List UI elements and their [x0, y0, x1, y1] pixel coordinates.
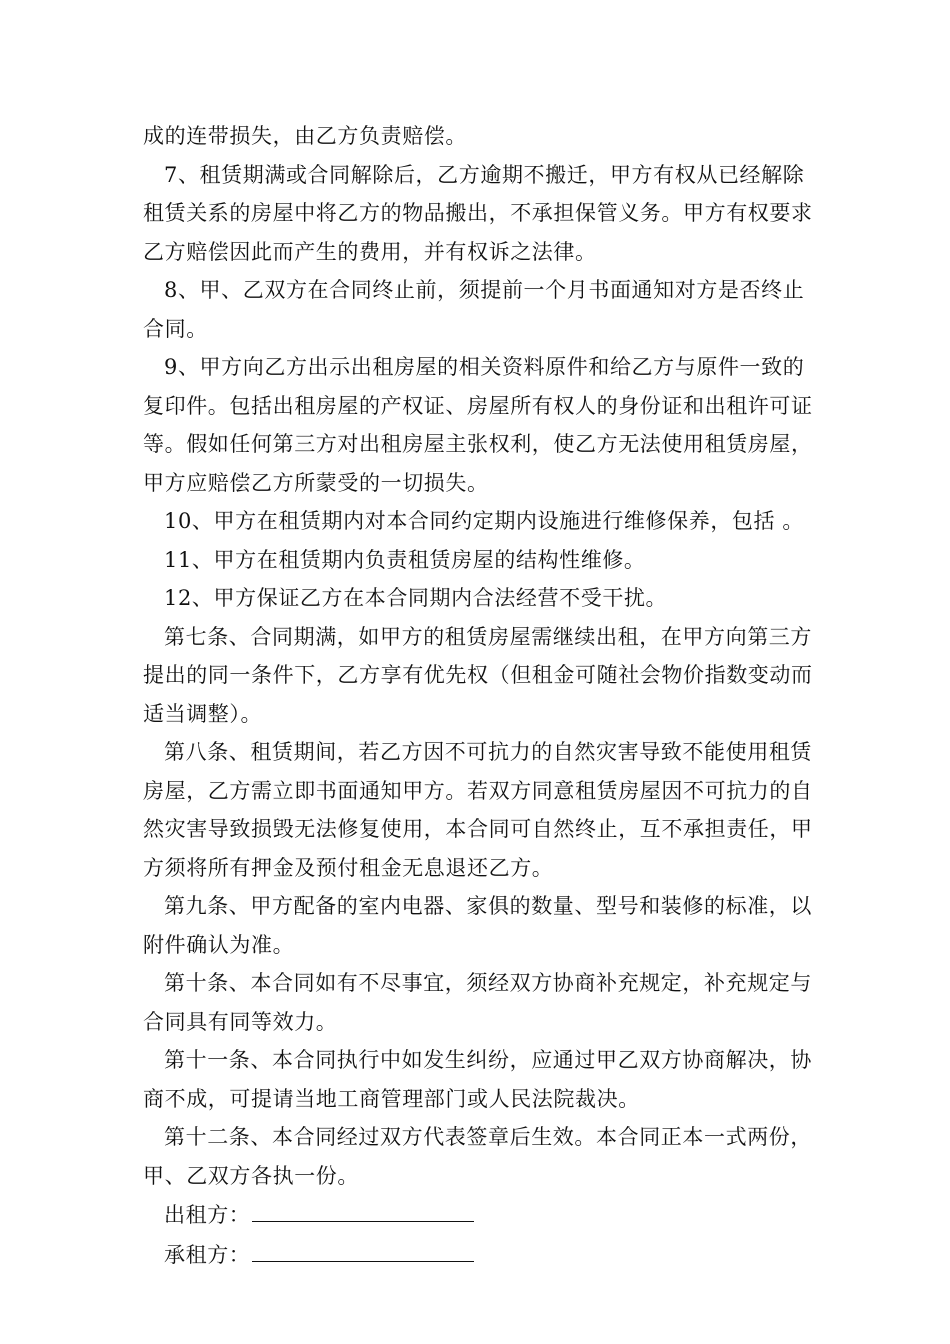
article-10: 第十条、本合同如有不尽事宜，须经双方协商补充规定，补充规定与合同具有同等效力。 [143, 971, 812, 1034]
clause-12: 12、甲方保证乙方在本合同期内合法经营不受干扰。 [164, 586, 668, 610]
lessee-signature-blank [252, 1235, 474, 1262]
clause-10: 10、甲方在租赁期内对本合同约定期内设施进行维修保养，包括 。 [164, 509, 804, 533]
article-12: 第十二条、本合同经过双方代表签章后生效。本合同正本一式两份，甲、乙双方各执一份。 [143, 1125, 812, 1188]
lessee-signature-line [143, 1235, 813, 1275]
lessor-signature-blank [252, 1195, 474, 1222]
contract-body [143, 117, 813, 1274]
clause-11: 11、甲方在租赁期内负责租赁房屋的结构性维修。 [164, 547, 646, 572]
clause-7: 7、租赁期满或合同解除后，乙方逾期不搬迁，甲方有权从已经解除租赁关系的房屋中将乙方的物品搬出，不承担保管义务。甲方有权要求乙方赔偿因此而产生的费用，并有权诉之法律。 [143, 162, 813, 264]
lessee-label: 承租方： [164, 1242, 251, 1267]
lessor-label: 出租方： [164, 1203, 251, 1227]
lessor-signature-line [143, 1195, 813, 1235]
article-11: 第十一条、本合同执行中如发生纠纷，应通过甲乙双方协商解决，协商不成，可提请当地工商管理部门或人民法院裁决。 [143, 1048, 812, 1111]
clause-9: 9、甲方向乙方出示出租房屋的相关资料原件和给乙方与原件一致的复印件。包括出租房屋的产权证、房屋所有权人的身份证和出租许可证等。假如任何第三方对出租房屋主张权利，使乙方无法使用租赁房屋，甲方应赔偿乙方所蒙受的一切损失。 [143, 355, 813, 495]
clause-8: 8、甲、乙双方在合同终止前，须提前一个月书面通知对方是否终止合同。 [143, 278, 805, 341]
article-9: 第九条、甲方配备的室内电器、家俱的数量、型号和装修的标准，以附件确认为准。 [143, 894, 812, 957]
article-7: 第七条、合同期满，如甲方的租赁房屋需继续出租，在甲方向第三方提出的同一条件下，乙方享有优先权（但租金可随社会物价指数变动而适当调整）。 [143, 624, 813, 726]
paragraph-continuation: 成的连带损失，由乙方负责赔偿。 [143, 124, 467, 148]
article-8: 第八条、租赁期间，若乙方因不可抗力的自然灾害导致不能使用租赁房屋，乙方需立即书面通知甲方。若双方同意租赁房屋因不可抗力的自然灾害导致损毁无法修复使用，本合同可自然终止，互不承担责任，甲方须将所有押金及预付租金无息退还乙方。 [143, 740, 813, 880]
